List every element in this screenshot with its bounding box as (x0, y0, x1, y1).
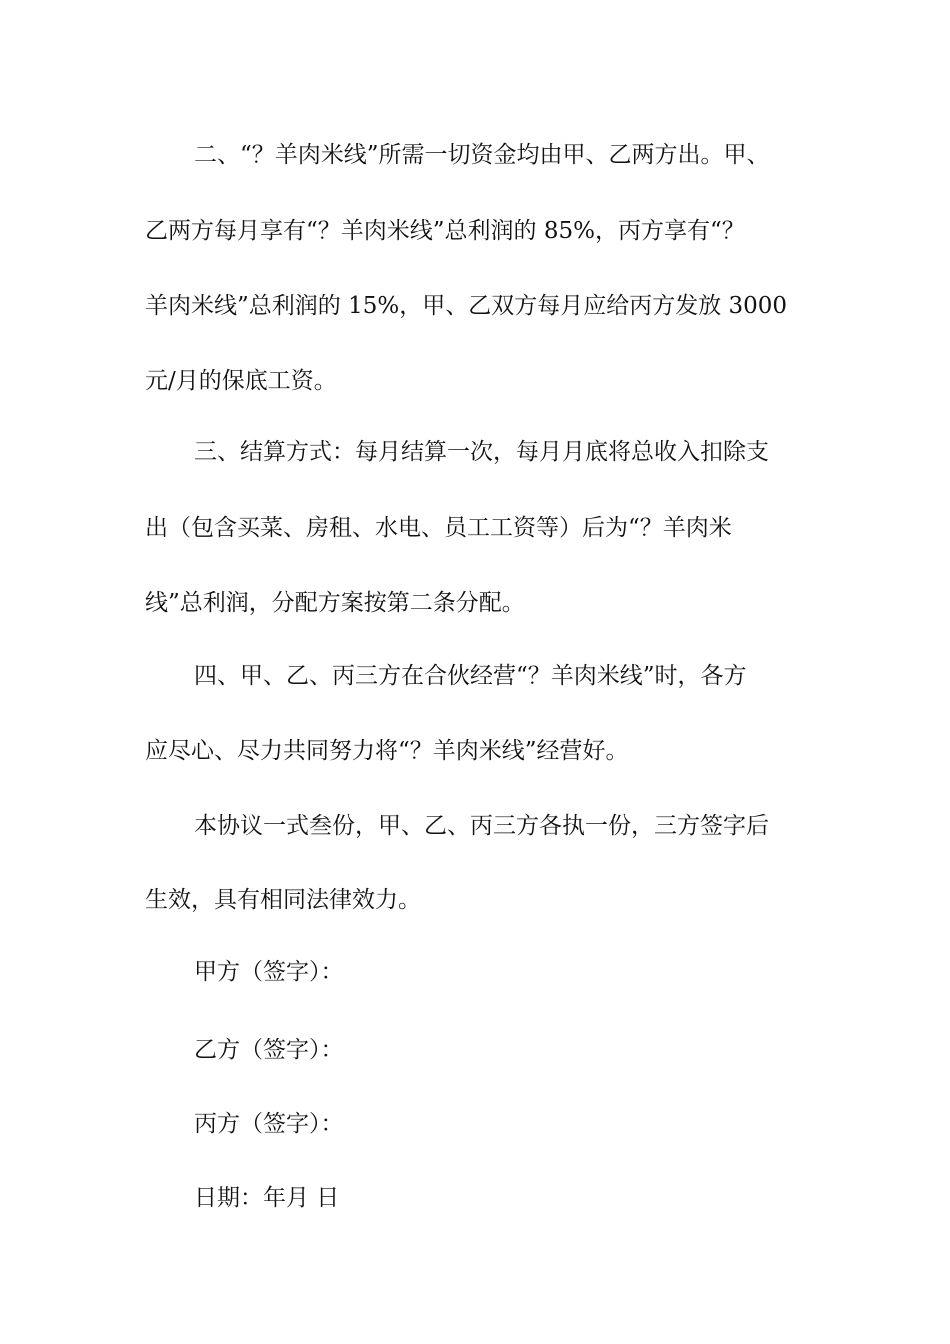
clause-three-line-2: 出（包含买菜、房租、水电、员工工资等）后为“？羊肉米 (145, 515, 732, 541)
party-c-signature: 丙方（签字）： (194, 1111, 344, 1137)
clause-three-line-1: 三、结算方式：每月结算一次，每月月底将总收入扣除支 (194, 439, 769, 465)
clause-two-line-2: 乙两方每月享有“？羊肉米线”总利润的 85%，丙方享有“？ (145, 218, 745, 244)
clause-four-line-2: 应尽心、尽力共同努力将“？羊肉米线”经营好。 (145, 738, 629, 764)
party-b-signature: 乙方（签字）： (194, 1037, 344, 1063)
party-a-signature: 甲方（签字）： (194, 959, 344, 985)
validity-line-1: 本协议一式叁份，甲、乙、丙三方各执一份，三方签字后 (194, 813, 769, 839)
date-line: 日期：年月 日 (194, 1185, 340, 1211)
clause-four-line-1: 四、甲、乙、丙三方在合伙经营“？羊肉米线”时，各方 (194, 663, 747, 689)
clause-three-line-3: 线”总利润，分配方案按第二条分配。 (145, 590, 525, 616)
validity-line-2: 生效，具有相同法律效力。 (145, 887, 421, 913)
clause-two-line-3: 羊肉米线”总利润的 15%，甲、乙双方每月应给丙方发放 3000 (145, 293, 788, 319)
clause-two-line-1: 二、“？羊肉米线”所需一切资金均由甲、乙两方出。甲、 (194, 142, 770, 168)
clause-two-line-4: 元/月的保底工资。 (145, 368, 337, 394)
